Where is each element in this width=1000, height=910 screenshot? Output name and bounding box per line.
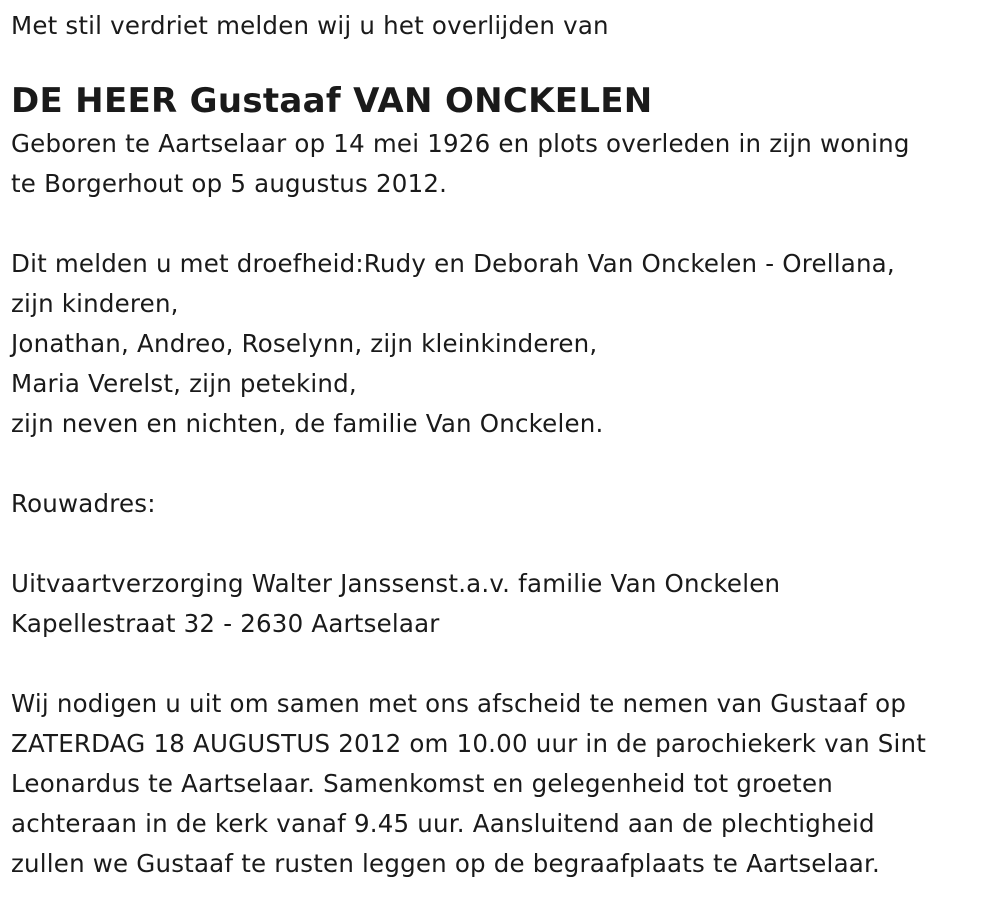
spacer bbox=[11, 524, 996, 564]
deceased-name: DE HEER Gustaaf VAN ONCKELEN bbox=[11, 81, 653, 121]
family-announcement bbox=[11, 244, 996, 444]
address-line: Kapellestraat 32 - 2630 Aartselaar bbox=[11, 609, 440, 638]
spacer bbox=[11, 644, 996, 684]
funeral-address bbox=[11, 564, 996, 644]
birth-line: Geboren te Aartselaar op 14 mei 1926 en plots overleden in zijn woning bbox=[11, 129, 910, 158]
invitation-line: Wij nodigen u uit om samen met ons afscheid te nemen van Gustaaf op bbox=[11, 689, 907, 718]
invitation-line: Leonardus te Aartselaar. Samenkomst en gelegenheid tot groeten bbox=[11, 769, 833, 798]
invitation-line: zullen we Gustaaf te rusten leggen op de begraafplaats te Aartselaar. bbox=[11, 849, 881, 878]
invitation-line: achteraan in de kerk vanaf 9.45 uur. Aansluitend aan de plechtigheid bbox=[11, 809, 875, 838]
address-label: Rouwadres: bbox=[11, 489, 156, 518]
family-line: zijn neven en nichten, de familie Van Onckelen. bbox=[11, 409, 604, 438]
intro-text: Met stil verdriet melden wij u het overlijden van bbox=[11, 11, 609, 40]
invitation-line: ZATERDAG 18 AUGUSTUS 2012 om 10.00 uur in de parochiekerk van Sint bbox=[11, 729, 927, 758]
family-line: Jonathan, Andreo, Roselynn, zijn kleinkinderen, bbox=[11, 329, 598, 358]
spacer bbox=[11, 444, 996, 484]
obituary-notice bbox=[11, 6, 996, 884]
spacer bbox=[11, 204, 996, 244]
birth-death-info bbox=[11, 124, 996, 204]
family-line: zijn kinderen, bbox=[11, 289, 179, 318]
funeral-invitation bbox=[11, 684, 996, 884]
birth-line: te Borgerhout op 5 augustus 2012. bbox=[11, 169, 448, 198]
family-line: Dit melden u met droefheid:Rudy en Deborah Van Onckelen - Orellana, bbox=[11, 249, 895, 278]
family-line: Maria Verelst, zijn petekind, bbox=[11, 369, 357, 398]
address-line: Uitvaartverzorging Walter Janssenst.a.v. familie Van Onckelen bbox=[11, 569, 781, 598]
